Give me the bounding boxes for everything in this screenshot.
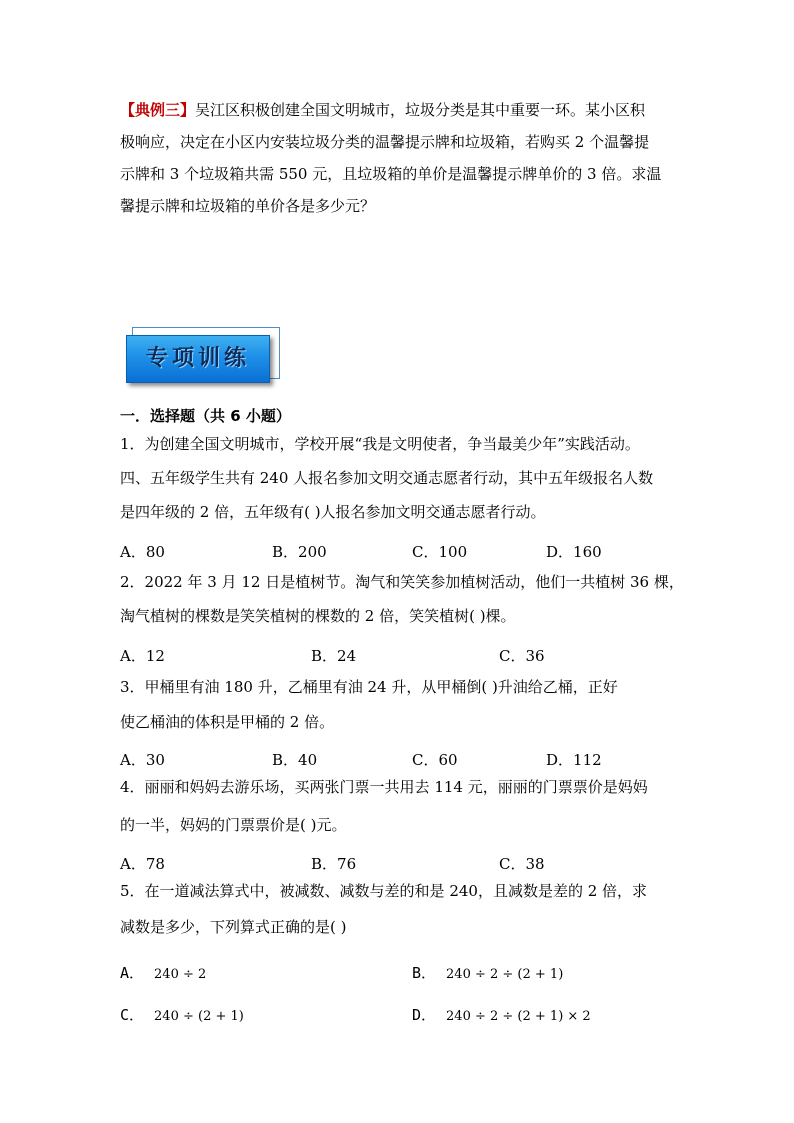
q5-option-a-expr: 240 ÷ 2: [154, 967, 207, 982]
q2-option-a: A．12: [120, 647, 165, 665]
q3-option-b: B．40: [272, 751, 318, 769]
q1-line-1: 1．为创建全国文明城市，学校开展“我是文明使者，争当最美少年”实践活动。: [120, 435, 640, 453]
example-line-4: 馨提示牌和垃圾箱的单价各是多少元？: [120, 197, 376, 215]
q3-option-d: D．112: [546, 751, 602, 769]
q5-option-c-expr: 240 ÷ (2 + 1): [154, 1009, 244, 1024]
q5-option-b-expr: 240 ÷ 2 ÷ (2 + 1): [446, 967, 564, 982]
q1-option-d: D．160: [546, 543, 602, 561]
q3-option-c: C．60: [412, 751, 458, 769]
q5-option-c: C． 240 ÷ (2 + 1): [120, 1006, 244, 1024]
example-line-1: 【典例三】吴江区积极创建全国文明城市，垃圾分类是其中重要一环。某小区积: [120, 101, 646, 119]
q5-option-d: D． 240 ÷ 2 ÷ (2 + 1) × 2: [412, 1006, 591, 1024]
q4-option-b: B．76: [311, 855, 357, 873]
q2-option-c: C．36: [499, 647, 545, 665]
q1-line-3: 是四年级的 2 倍，五年级有( )人报名参加文明交通志愿者行动。: [120, 503, 546, 521]
q4-option-a: A．78: [120, 855, 165, 873]
section-heading: 一．选择题（共 6 小题）: [120, 407, 291, 425]
banner-box: [126, 335, 270, 383]
q1-option-b: B．200: [272, 543, 327, 561]
q1-line-2: 四、五年级学生共有 240 人报名参加文明交通志愿者行动，其中五年级报名人数: [120, 469, 654, 487]
example-tag: 【典例三】: [120, 101, 196, 119]
q5-line-2: 减数是多少，下列算式正确的是( ): [120, 918, 347, 936]
banner-title: 专项训练: [145, 346, 250, 371]
q4-option-c: C．38: [499, 855, 545, 873]
q2-line-1: 2．2022 年 3 月 12 日是植树节。淘气和笑笑参加植树活动，他们一共植树 36 棵，: [120, 573, 684, 591]
q2-line-2: 淘气植树的棵数是笑笑植树的棵数的 2 倍，笑笑植树( )棵。: [120, 607, 516, 625]
example-line-2: 极响应，决定在小区内安装垃圾分类的温馨提示牌和垃圾箱，若购买 2 个温馨提: [120, 133, 650, 151]
section-banner: [126, 327, 280, 387]
q1-option-a: A．80: [120, 543, 165, 561]
q4-line-1: 4．丽丽和妈妈去游乐场，买两张门票一共用去 114 元，丽丽的门票票价是妈妈: [120, 778, 648, 796]
example-line-3: 示牌和 3 个垃圾箱共需 550 元，且垃圾箱的单价是温馨提示牌单价的 3 倍。求温: [120, 165, 662, 183]
q3-option-a: A．30: [120, 751, 165, 769]
q1-option-c: C．100: [412, 543, 468, 561]
q5-option-d-expr: 240 ÷ 2 ÷ (2 + 1) × 2: [446, 1009, 591, 1024]
q4-line-2: 的一半，妈妈的门票票价是( )元。: [120, 816, 347, 834]
q5-option-b: B． 240 ÷ 2 ÷ (2 + 1): [412, 964, 564, 982]
q3-line-1: 3．甲桶里有油 180 升，乙桶里有油 24 升，从甲桶倒( )升油给乙桶，正好: [120, 678, 618, 696]
q2-option-b: B．24: [311, 647, 357, 665]
q5-line-1: 5．在一道减法算式中，被减数、减数与差的和是 240，且减数是差的 2 倍，求: [120, 882, 648, 900]
q5-option-a: A． 240 ÷ 2: [120, 964, 207, 982]
q3-line-2: 使乙桶油的体积是甲桶的 2 倍。: [120, 713, 335, 731]
